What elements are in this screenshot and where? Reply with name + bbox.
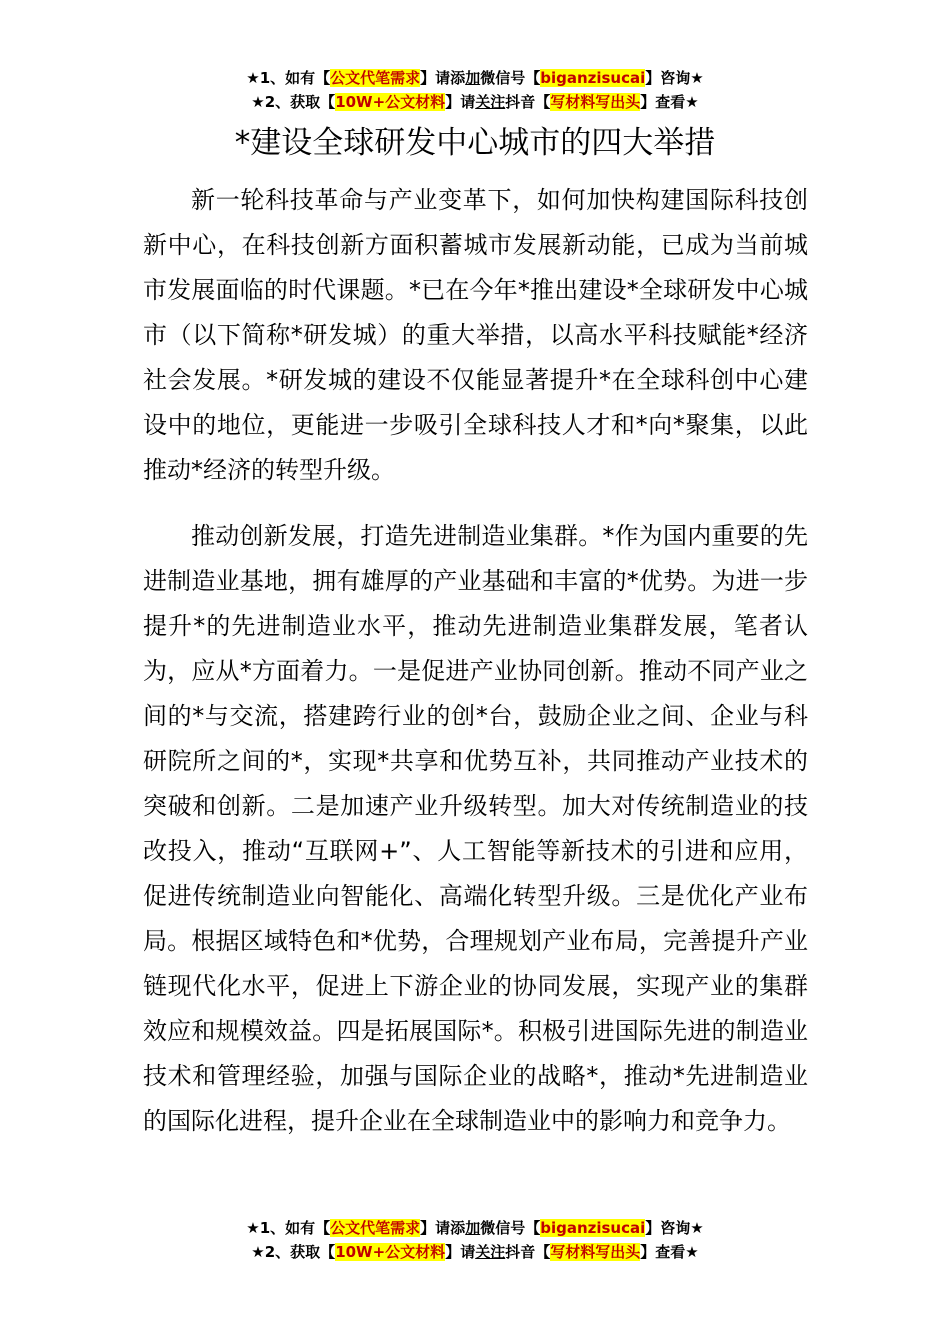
promo-line-2 [0,1240,950,1264]
promo-text: 抖音【 [505,1243,551,1261]
promo-text: 】咨询★ [645,69,704,87]
promo-line-1 [0,66,950,90]
promo-highlight-douyin: 写材料写出头 [550,1243,641,1261]
promo-text: 微信号【 [480,1219,541,1237]
paragraph: 推动创新发展，打造先进制造业集群。*作为国内重要的先进制造业基地，拥有雄厚的产业基础和丰富的*优势。为进一步提升*的先进制造业水平，推动先进制造业集群发展，笔者认为，应从*方面着力。一是促进产业协同创新。推动不同产业之间的*与交流，搭建跨行业的创*台，鼓励企业之间、企业与科研院所之间的*，实现*共享和优势互补，共同推动产业技术的突破和创新。二是加速产业升级转型。加大对传统制造业的技改投入，推动“互联网+”、人工智能等新技术的引进和应用，促进传统制造业向智能化、高端化转型升级。三是优化产业布局。根据区域特色和*优势，合理规划产业布局，完善提升产业链现代化水平，促进上下游企业的协同发展，实现产业的集群效应和规模效益。四是拓展国际*。积极引进国际先进的制造业技术和管理经验，加强与国际企业的战略*，推动*先进制造业的国际化进程，提升企业在全球制造业中的影响力和竞争力。 [143,522,808,1135]
document-title: *建设全球研发中心城市的四大举措 [234,125,716,161]
promo-highlight-wechat-id: biganzisucai [540,1219,646,1237]
promo-text: 】查看★ [640,1243,699,1261]
promo-underlined-text: 加 [465,1219,481,1237]
document-body [143,178,808,1144]
promo-highlight-service: 公文代笔需求 [330,1219,421,1237]
promo-text: ★1、如有【 [246,69,331,87]
promo-text: 】咨询★ [645,1219,704,1237]
promo-text: ★2、获取【 [251,93,336,111]
promo-text: ★2、获取【 [251,1243,336,1261]
promo-highlight-wechat-id: biganzisucai [540,69,646,87]
promo-highlight-materials: 10W+公文材料 [335,1243,446,1261]
footer-promo-banner [0,1216,950,1264]
promo-text: 】请添 [420,1219,466,1237]
promo-text: 】请添 [420,69,466,87]
promo-underlined-text: 关注 [475,93,506,111]
promo-text: ★1、如有【 [246,1219,331,1237]
promo-highlight-service: 公文代笔需求 [330,69,421,87]
promo-underlined-text: 加 [465,69,481,87]
promo-text: 】请 [445,1243,476,1261]
promo-text: 】请 [445,93,476,111]
paragraph: 新一轮科技革命与产业变革下，如何加快构建国际科技创新中心，在科技创新方面积蓄城市发展新动能，已成为当前城市发展面临的时代课题。*已在今年*推出建设*全球研发中心城市（以下简称*研发城）的重大举措，以高水平科技赋能*经济社会发展。*研发城的建设不仅能显著提升*在全球科创中心建设中的地位，更能进一步吸引全球科技人才和*向*聚集，以此推动*经济的转型升级。 [143,186,808,484]
promo-text: 抖音【 [505,93,551,111]
promo-line-2 [0,90,950,114]
promo-highlight-materials: 10W+公文材料 [335,93,446,111]
promo-text: 】查看★ [640,93,699,111]
promo-underlined-text: 关注 [475,1243,506,1261]
header-promo-banner [0,66,950,114]
promo-text: 微信号【 [480,69,541,87]
promo-line-1 [0,1216,950,1240]
promo-highlight-douyin: 写材料写出头 [550,93,641,111]
